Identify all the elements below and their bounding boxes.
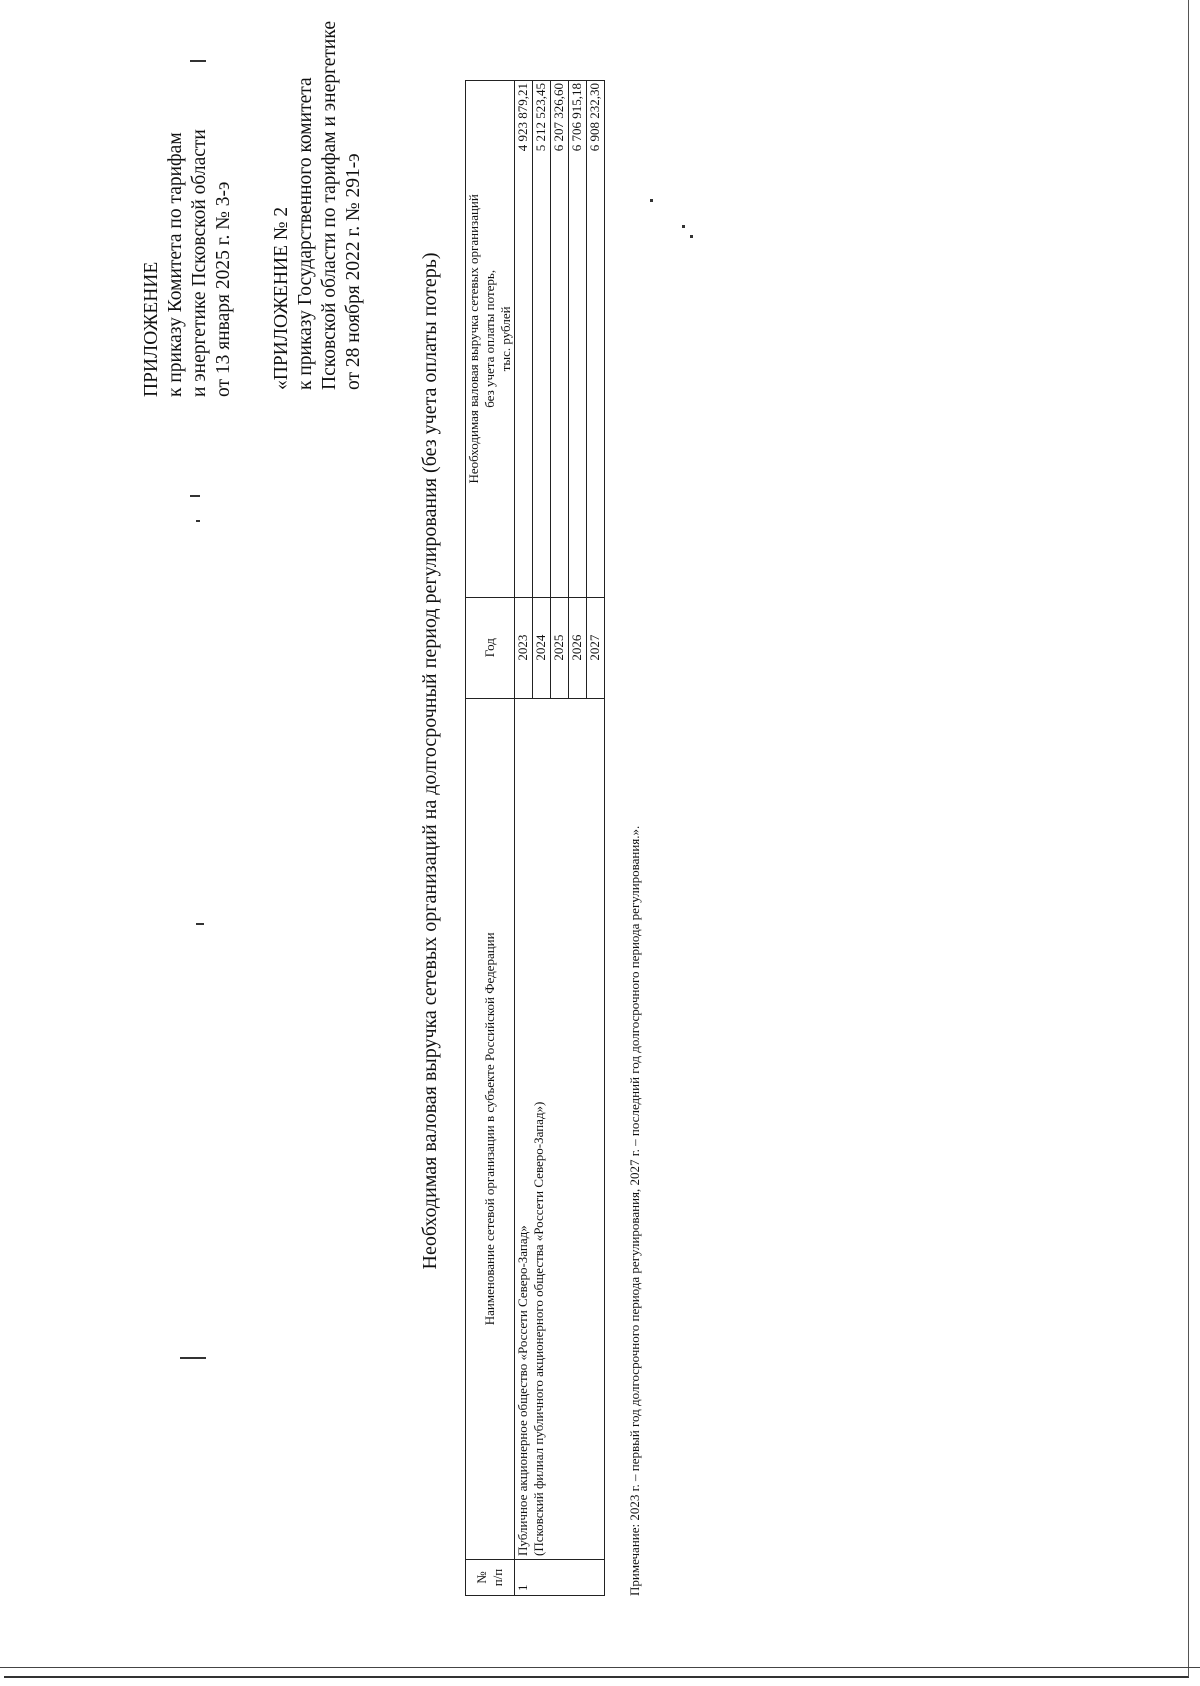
header-line: «ПРИЛОЖЕНИЕ № 2 [271, 206, 292, 390]
table-header-row [466, 81, 515, 1596]
header-line: к приказу Комитета по тарифам [165, 132, 186, 397]
revenue-table-wrapper [465, 0, 605, 1596]
scan-speck [190, 60, 206, 62]
scan-speck [196, 923, 204, 925]
previous-appendix-header [270, 21, 366, 390]
org-name-line: Публичное акционерное общество «Россети Северо-Запад» [515, 1225, 530, 1557]
scan-speck [690, 235, 693, 238]
org-name-line: (Псковский филиал публичного акционерного общества «Россети Северо-Запад») [531, 1101, 546, 1557]
scan-speck [180, 1357, 206, 1359]
header-line: от 13 января 2025 г. № 3-э [213, 181, 234, 397]
document-title: Необходимая валовая выручка сетевых организаций на долгосрочный период регулирования (без учета оплаты потерь) [419, 252, 441, 1270]
cell-year: 2024 [533, 597, 551, 698]
header-name: Наименование сетевой организации в субъекте Российской Федерации [466, 698, 515, 1559]
cell-value: 4 923 879,21 [515, 81, 533, 598]
table-note: Примечание: 2023 г. – первый год долгосрочного периода регулирования, 2027 г. – последний год долгосрочного периода регулирования.». [627, 825, 642, 1596]
scan-speck [650, 199, 653, 202]
header-line: от 28 ноября 2022 г. № 291-э [343, 153, 364, 390]
header-num-line: № [474, 1571, 489, 1584]
cell-organization-name [515, 698, 605, 1559]
header-line: ПРИЛОЖЕНИЕ [141, 261, 162, 397]
header-value-line: без учета оплаты потерь, [482, 269, 497, 408]
table-row [515, 81, 533, 1596]
appendix-header [140, 129, 236, 397]
scan-speck [190, 495, 200, 497]
cell-value: 6 908 232,30 [587, 81, 605, 598]
cell-year: 2023 [515, 597, 533, 698]
header-num-line: п/п [490, 1568, 505, 1587]
header-line: Псковской области по тарифам и энергетике [319, 20, 340, 390]
header-value [466, 81, 515, 598]
cell-value: 6 207 326,60 [551, 81, 569, 598]
header-num [466, 1560, 515, 1596]
header-line: к приказу Государственного комитета [295, 77, 316, 390]
scan-speck [196, 520, 200, 522]
header-value-line: Необходимая валовая выручка сетевых организаций [466, 194, 481, 484]
revenue-table [465, 80, 605, 1596]
cell-num: 1 [515, 1560, 605, 1596]
header-year: Год [466, 597, 515, 698]
cell-value: 5 212 523,45 [533, 81, 551, 598]
cell-year: 2026 [569, 597, 587, 698]
header-value-line: тыс. рублей [498, 306, 513, 372]
cell-value: 6 706 915,18 [569, 81, 587, 598]
header-line: и энергетике Псковской области [189, 129, 210, 397]
scan-speck [682, 225, 685, 228]
cell-year: 2027 [587, 597, 605, 698]
cell-year: 2025 [551, 597, 569, 698]
